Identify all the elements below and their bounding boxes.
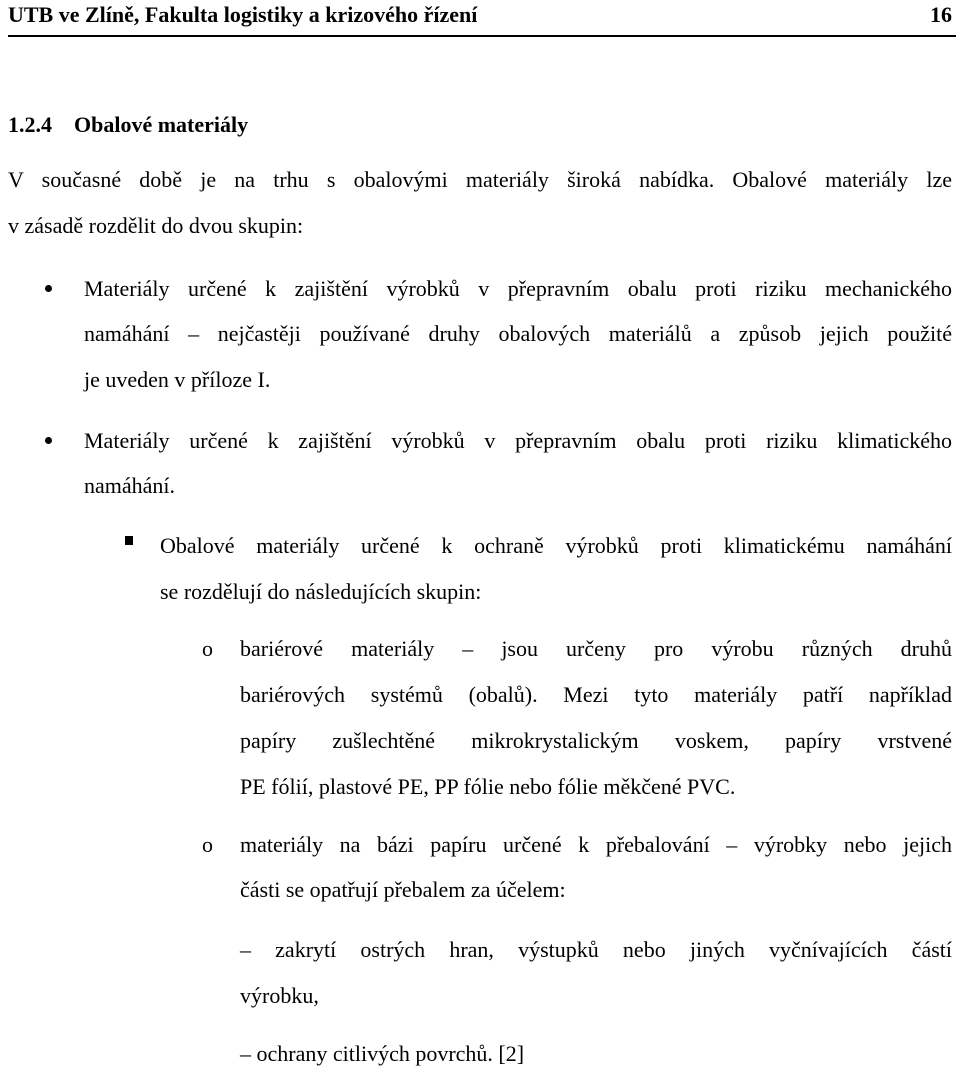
sub-bullet-line-2: se rozdělují do následujících skupin: (160, 579, 482, 604)
item-1-line-2: bariérových systémů (obalů). Mezi tyto materiály patří například (240, 682, 952, 707)
item-1-line-1: bariérové materiály – jsou určeny pro výrobu různých druhů (240, 636, 952, 661)
sub-bullet-line-1: Obalové materiály určené k ochraně výrobků proti klimatickému namáhání (160, 533, 952, 558)
item-1-line-3: papíry zušlechtěné mikrokrystalickým voskem, papíry vrstvené (240, 728, 952, 753)
bullet-1-line-2: namáhání – nejčastěji používané druhy obalových materiálů a způsob jejich použité (84, 321, 952, 346)
intro-line-2: v zásadě rozdělit do dvou skupin: (8, 213, 304, 238)
section-heading (8, 112, 248, 138)
bullet-dot-icon (45, 285, 52, 292)
bullet-1-line-3: je uveden v příloze I. (84, 367, 271, 392)
bullet-2-line-1: Materiály určené k zajištění výrobků v přepravním obalu proti riziku klimatického (84, 428, 952, 453)
item-2-line-1: materiály na bázi papíru určené k přebalování – výrobky nebo jejich (240, 832, 952, 857)
dash-item-2-line-1: – ochrany citlivých povrchů. [2] (240, 1041, 525, 1066)
bullet-1-line-1: Materiály určené k zajištění výrobků v přepravním obalu proti riziku mechanického (84, 276, 952, 301)
page-header (8, 0, 956, 37)
bullet-dot-icon (45, 437, 52, 444)
page-number: 16 (930, 2, 952, 27)
header-title: UTB ve Zlíně, Fakulta logistiky a krizového řízení (8, 2, 478, 27)
section-number: 1.2.4 (8, 112, 52, 137)
dash-item-1-line-2: výrobku, (240, 983, 319, 1008)
dash-item-1-line-1: – zakrytí ostrých hran, výstupků nebo jiných vyčnívajících částí (240, 937, 952, 962)
item-1-line-4: PE fólií, plastové PE, PP fólie nebo fólie měkčené PVC. (240, 774, 736, 799)
item-2-line-2: části se opatřují přebalem za účelem: (240, 877, 566, 902)
circle-bullet-icon: o (202, 832, 213, 857)
circle-bullet-icon: o (202, 636, 213, 661)
section-title: Obalové materiály (74, 112, 249, 137)
bullet-2-line-2: namáhání. (84, 473, 176, 498)
intro-line-1: V současné době je na trhu s obalovými materiály široká nabídka. Obalové materiály lze (8, 167, 952, 192)
square-bullet-icon (125, 536, 133, 545)
